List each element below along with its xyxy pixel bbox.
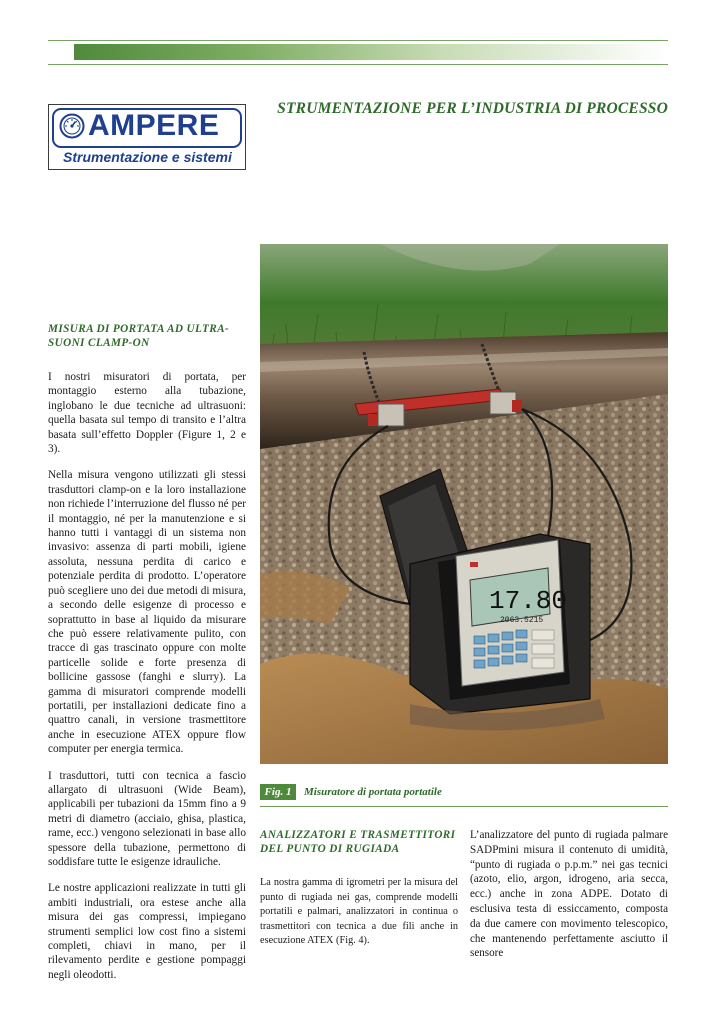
right-column — [470, 828, 668, 961]
figure-caption: Misuratore di portata portatile — [304, 786, 442, 798]
caption-rule — [260, 806, 668, 807]
left-column — [48, 322, 246, 982]
paragraph: La nostra gamma di igrometri per la misura del punto di rugiada nei gas, comprende modelli portatili e palmari, analizzatori in continua o trasmettitori con tecnica a due fili anche in esecuzione ATEX (Fig. 4). — [260, 877, 458, 947]
meter-display-sub: 2063.5215 — [500, 616, 544, 625]
gauge-icon — [59, 113, 85, 139]
paragraph: Nella misura vengono utilizzati gli stessi trasduttori clamp-on e la loro installazione non richiede l’interruzione del flusso né per il montaggio, né per la manutenzione e si hanno tutti i vantaggi di un sistema non invasivo: assenza di parti mobili, igiene assoluta, nessuna perdita di carico e potenziale perdita di prodotto. L’operatore può scegliere uno dei due metodi di misura, a secondo delle esigenze di processo e soprattutto in base al liquido da misurare che può essere relativamente pulito, con tracce di gas trascinato oppure con molte particelle solide e forte presenza di bollicine gassose (fanghi e slurry). La gamma di misuratori comprende modelli portatili, per installazioni dedicate fino a quattro canali, in versione trasmettitore anche in esecuzione ATEX oppure flow computer per energia termica. — [48, 469, 246, 756]
paragraph: L’analizzatore del punto di rugiada palmare SADPmini misura il contenuto di umidità, “punto di rugiada o p.p.m.” nei gas tecnici (azoto, elio, argon, idrogeno, aria secca, ecc.) anche in zona ADPE. Dotato di esclusiva testa di essiccamento, composta da due camere con movimento telescopico, che mantenendo perfettamente asciutto il sensore — [470, 829, 668, 960]
logo-tagline: Strumentazione e sistemi — [63, 149, 232, 165]
figure-label: Fig. 1 — [260, 784, 296, 800]
section-heading-ultrasound: MISURA DI PORTATA AD ULTRA-SUONI CLAMP-ON — [48, 323, 230, 349]
header-rule-bottom — [48, 64, 668, 65]
middle-column — [260, 828, 458, 949]
figure-1-photo — [260, 244, 668, 764]
paragraph: I nostri misuratori di portata, per montaggio esterno alla tubazione, inglobano le due tecniche ad ultrasuoni: quella basata sul tempo di transito e l’altra basata sull’effetto Doppler (Figure 1, 2 e 3). — [48, 371, 246, 456]
logo-brand: AMPERE — [88, 109, 220, 142]
page-title: STRUMENTAZIONE PER L’INDUSTRIA DI PROCESSO — [277, 100, 668, 117]
header-gradient-band — [74, 44, 668, 60]
ampere-logo — [48, 104, 246, 170]
flowmeter-photo-illustration — [260, 244, 668, 764]
paragraph: Le nostre applicazioni realizzate in tutti gli ambiti industriali, ora estese anche alla misura dei gas compressi, impiegano strumenti semplici low cost fino a sistemi completi, chiavi in mano, per il rilevamento perdite e gestione pompaggi negli oleodotti. — [48, 882, 246, 981]
header-rule-top — [48, 40, 668, 41]
logo-frame — [52, 108, 242, 148]
paragraph: I trasduttori, tutti con tecnica a fascio allargato di ultrasuoni (Wide Beam), applicabili per tubazioni da 15mm fino a 9 metri di diametro (acciaio, ghisa, plastica, rame, ecc.) vengono selezionati in base allo spessore della tubazione, permettono di soddisfare tutte le esigenze idrauliche. — [48, 769, 246, 868]
section-heading-dewpoint: ANALIZZATORI E TRASMETTITORI DEL PUNTO DI RUGIADA — [260, 829, 456, 855]
meter-display-value: 17.80 — [489, 586, 568, 616]
